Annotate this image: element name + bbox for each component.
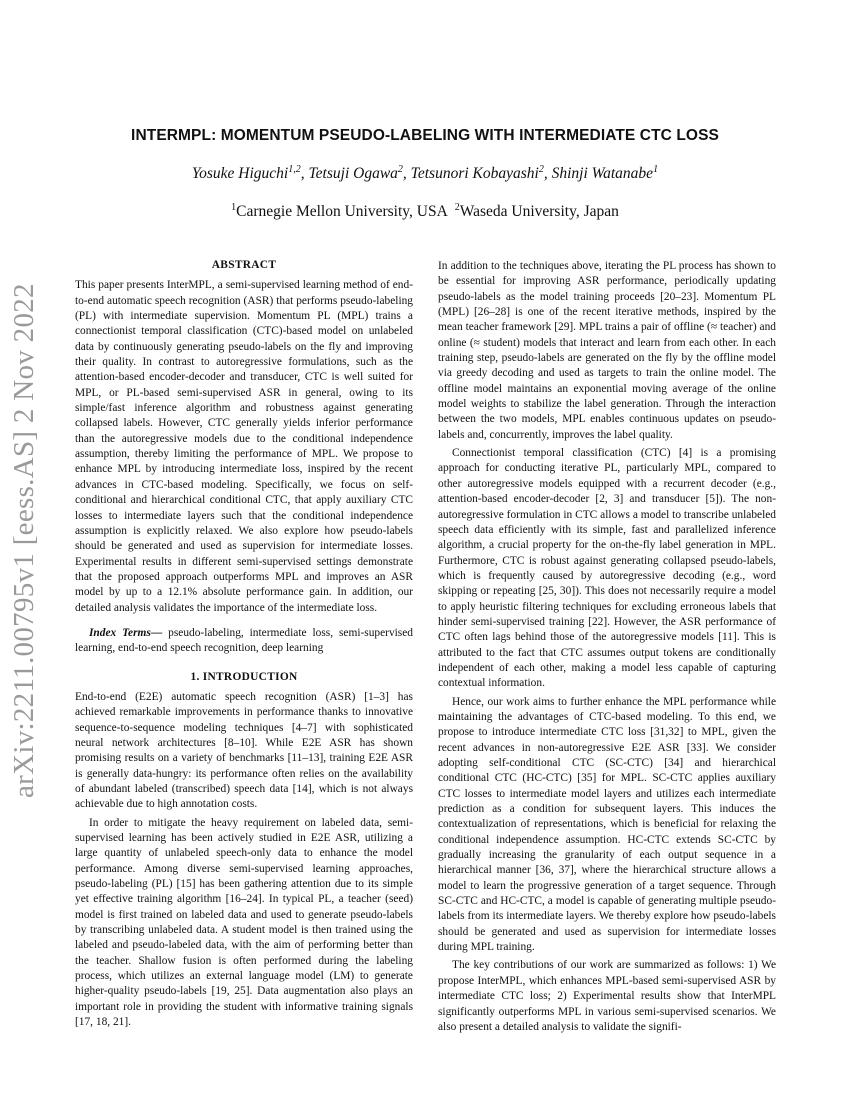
author-separator: , <box>543 165 552 182</box>
intro-paragraph: In order to mitigate the heavy requirement on labeled data, semi-supervised learning has been actively studied in E2E ASR, utilizing a large quantity of unlabeled speech-only data to enhance the model performance. Among diverse semi-supervised learning approaches, pseudo-labeling (PL) [15] has been gathering attention due to its simple yet effective training algorithm [16–24]. In typical PL, a teacher (seed) model is first trained on labeled data and used to generate pseudo-labels by transcribing unlabeled data. A student model is then trained using the labeled and pseudo-labeled data, with the aim of performing better than the teacher. Shallow fusion is often performed during the labeling process, which utilizes an external language model (LM) to generate higher-quality pseudo-labels [19, 25]. Data augmentation also plays an important role in providing the student with informative training signals [17, 18, 21]. <box>75 816 413 1029</box>
abstract-text: This paper presents InterMPL, a semi-supervised learning method of end-to-end automatic speech recognition (ASR) that performs pseudo-labeling (PL) with intermediate supervision. Momentum PL (MPL) trains a connectionist temporal classification (CTC)-based model on unlabeled data by continuously generating pseudo-labels on the fly and improving their quality. In contrast to autoregressive formulations, such as the attention-based encoder-decoder and transducer, CTC is well suited for MPL, or PL-based semi-supervised ASR in general, owing to its simple/fast inference algorithm and robustness against generating collapsed labels. However, CTC generally yields inferior performance than the autoregressive models due to the conditional independence assumption, thereby limiting the performance of MPL. We propose to enhance MPL by introducing intermediate loss, inspired by the recent advances in CTC-based modeling. Specifically, we focus on self-conditional and hierarchical conditional CTC, that apply auxiliary CTC losses to intermediate layers such that the conditional independence assumption is explicitly relaxed. We also explore how pseudo-labels should be generated and used as supervision for intermediate losses. Experimental results in different semi-supervised settings demonstrate that the proposed approach outperforms MPL and improves an ASR model by up to a 12.1% absolute performance gain. In addition, our detailed analysis validates the importance of the intermediate loss. <box>75 279 413 614</box>
author-separator: , <box>402 165 411 182</box>
intro-paragraph: End-to-end (E2E) automatic speech recognition (ASR) [1–3] has achieved remarkable improvements in performance thanks to innovative sequence-to-sequence modeling techniques [4–7] with sophisticated neural network architectures [8–10]. While E2E ASR has shown promising results on a variety of benchmarks [11–13], training E2E ASR is generally data-hungry: its performance often relies on the availability of abundant labeled (transcribed) speech data [14], which is not always achievable due to high annotation costs. <box>75 690 413 811</box>
index-terms-text: pseudo-labeling, intermediate loss, semi-supervised learning, end-to-end speech recognition, deep learning <box>75 626 413 655</box>
author-affil-mark: 2 <box>538 163 544 175</box>
arxiv-identifier-stamp: arXiv:2211.00795v1 [eess.AS] 2 Nov 2022 <box>8 283 40 798</box>
author-name: Shinji Watanabe <box>551 165 654 182</box>
affil-mark: 1 <box>231 201 237 213</box>
author-list <box>60 165 790 183</box>
author-affil-mark: 1,2 <box>288 163 301 175</box>
affil-mark: 2 <box>454 201 460 213</box>
author-separator: , <box>300 165 309 182</box>
author-name: Tetsuji Ogawa <box>308 165 398 182</box>
affiliation: Waseda University, Japan <box>459 203 619 220</box>
intro-paragraph: Hence, our work aims to further enhance the MPL performance while maintaining the advantages of CTC-based modeling. To this end, we propose to introduce intermediate CTC loss [31,32] to MPL, given the recent advances in non-autoregressive E2E ASR [33]. We consider adopting self-conditional CTC (SC-CTC) [34] and hierarchical conditional CTC (HC-CTC) [35] for MPL. SC-CTC applies auxiliary CTC losses to intermediate model layers and utilizes each intermediate prediction as a condition for subsequent layers. This induces the contextualization of representations, which is beneficial for relaxing the conditional independence assumption. HC-CTC extends SC-CTC by gradually increasing the granularity of each output sequence in a hierarchical manner [36, 37], where the hierarchical structure allows a model to learn the progressive generation of a target sequence. Through SC-CTC and HC-CTC, a model is capable of generating multiple pseudo-labels from its intermediate layers. We thereby explore how pseudo-labels should be generated and used as supervision for intermediate losses during MPL training. <box>438 695 776 954</box>
intro-paragraph: In addition to the techniques above, iterating the PL process has shown to be essential for improving ASR performance, periodically updating pseudo-labels as the model training proceeds [20–23]. Momentum PL (MPL) [26–28] is one of the recent iterative methods, inspired by the mean teacher framework [29]. MPL trains a pair of offline (≈ teacher) and online (≈ student) models that interact and learn from each other. In each training step, pseudo-labels are generated on the fly by the offline model via greedy decoding and used as targets to train the online model. The offline model maintains an exponential moving average of the online model weights to stabilize the label generation. Through the interaction between the two models, MPL enables continuous updates on pseudo-labels and, concurrently, improves the label quality. <box>438 260 776 441</box>
paper-title: INTERMPL: MOMENTUM PSEUDO-LABELING WITH INTERMEDIATE CTC LOSS <box>131 127 719 144</box>
right-column <box>438 259 776 1035</box>
abstract-heading: ABSTRACT <box>211 259 277 271</box>
affiliation-list <box>60 203 790 221</box>
intro-paragraph: The key contributions of our work are summarized as follows: 1) We propose InterMPL, which enhances MPL-based semi-supervised ASR by intermediate CTC loss; 2) Experimental results show that InterMPL significantly outperforms MPL in various semi-supervised scenarios. We also present a detailed analysis to validate the signifi- <box>438 959 776 1033</box>
author-name: Yosuke Higuchi <box>191 165 289 182</box>
section-heading-introduction: 1. INTRODUCTION <box>190 670 298 683</box>
affiliation: Carnegie Mellon University, USA <box>236 203 447 220</box>
index-terms <box>75 626 413 657</box>
author-affil-mark: 2 <box>397 163 403 175</box>
index-terms-label: Index Terms— <box>89 626 163 639</box>
intro-paragraph: Connectionist temporal classification (CTC) [4] is a promising approach for conducting iterative PL, particularly MPL, compared to other autoregressive models equipped with a recurrent decoder (e.g., attention-based encoder-decoder [2, 3] and transducer [5]). The non-autoregressive formulation in CTC allows a model to transcribe unlabeled speech data efficiently with its simple, fast and parallelized inference algorithm, a crucial property for the on-the-fly label generation in MPL. Furthermore, CTC is robust against generating collapsed pseudo-labels, which is frequently caused by autoregressive decoding (e.g., word skipping or repeating [25, 30]). This does not necessarily require a model to apply heuristic filtering techniques for excluding erroneous labels that hinder semi-supervised training [22]. However, the ASR performance of CTC often lags behind those of the autoregressive models [11]. This is attributed to the fact that CTC assumes output tokens are conditionally independent of each other, making a model less capable of capturing contextual information. <box>438 447 776 690</box>
author-affil-mark: 1 <box>653 163 659 175</box>
left-column <box>75 258 413 1031</box>
author-name: Tetsunori Kobayashi <box>410 165 539 182</box>
